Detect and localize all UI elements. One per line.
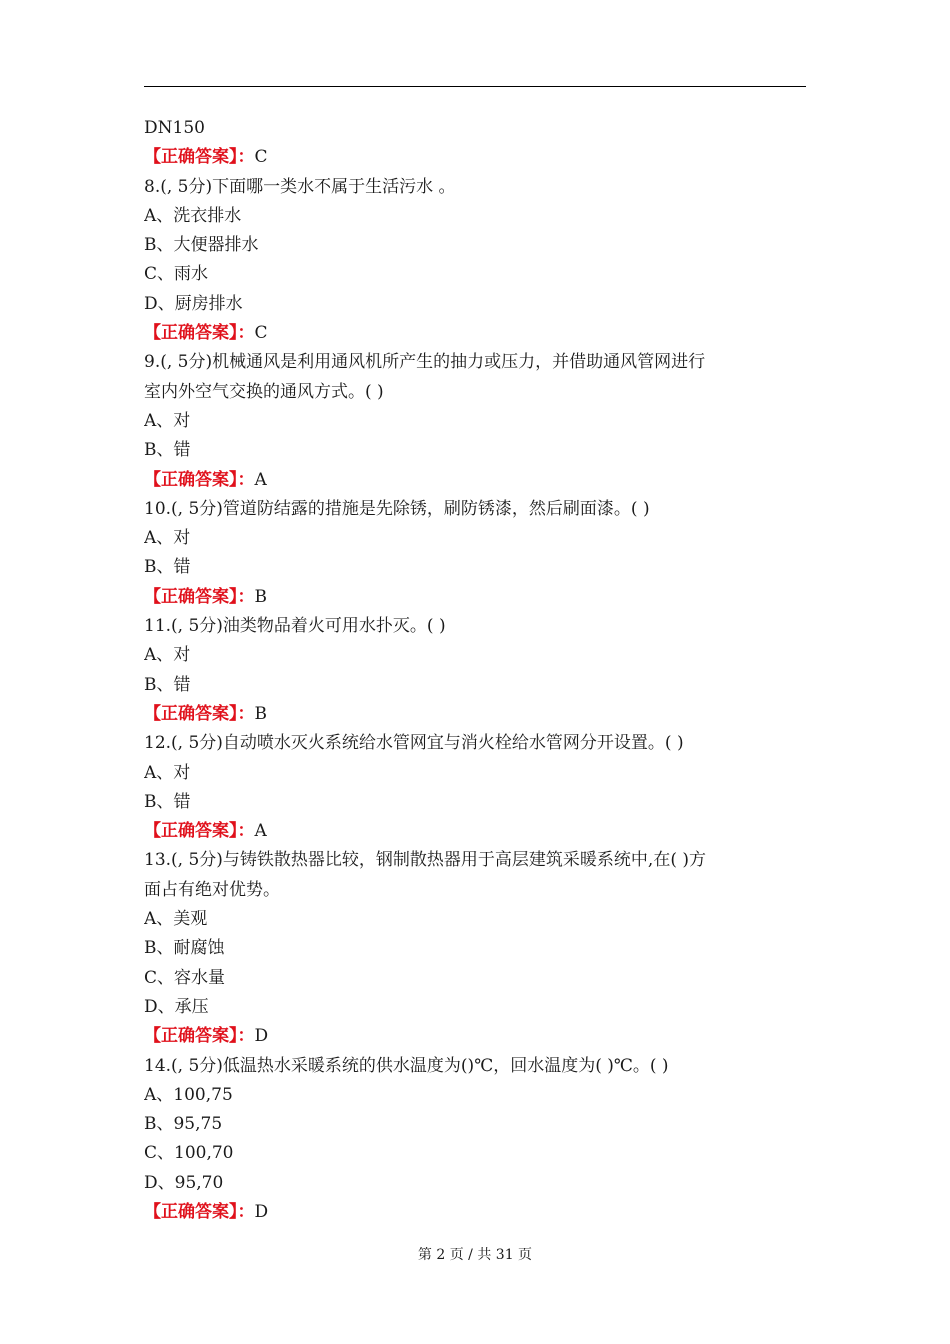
answer-option: B、耐腐蚀 xyxy=(144,938,225,959)
correct-answer-value: D xyxy=(254,1201,269,1222)
correct-answer-label: 【正确答案】： xyxy=(144,821,255,842)
answer-option: A、对 xyxy=(144,528,191,549)
correct-answer-line xyxy=(144,583,806,612)
correct-answer-line xyxy=(144,143,806,172)
correct-answer-line xyxy=(144,700,806,729)
question-text: 室内外空气交换的通风方式。( ) xyxy=(144,381,384,402)
answer-option: A、对 xyxy=(144,762,191,783)
correct-answer-label: 【正确答案】： xyxy=(144,1201,255,1222)
answer-option: A、洗衣排水 xyxy=(144,205,242,226)
question-text: 10.(, 5分)管道防结露的措施是先除锈，刷防锈漆，然后刷面漆。( ) xyxy=(144,498,650,519)
question-text: 8.(, 5分)下面哪一类水不属于生活污水 。 xyxy=(144,176,456,197)
answer-option: D、95,70 xyxy=(144,1172,224,1193)
question-text: 12.(, 5分)自动喷水灭火系统给水管网宜与消火栓给水管网分开设置。( ) xyxy=(144,733,684,754)
answer-option: A、美观 xyxy=(144,909,208,930)
page-footer: 第 2 页 / 共 31 页 xyxy=(417,1247,533,1263)
answer-option: B、错 xyxy=(144,440,191,461)
correct-answer-label: 【正确答案】： xyxy=(144,1026,255,1047)
header-rule xyxy=(144,86,806,87)
answer-option: B、95,75 xyxy=(144,1114,223,1135)
correct-answer-label: 【正确答案】： xyxy=(144,469,255,490)
answer-option: B、错 xyxy=(144,674,191,695)
answer-option: C、100,70 xyxy=(144,1143,234,1164)
correct-answer-label: 【正确答案】： xyxy=(144,586,255,607)
correct-answer-value: C xyxy=(254,323,268,344)
correct-answer-line xyxy=(144,319,806,348)
answer-option: B、大便器排水 xyxy=(144,235,259,256)
correct-answer-value: B xyxy=(254,586,267,607)
correct-answer-line xyxy=(144,1198,806,1227)
correct-answer-line xyxy=(144,466,806,495)
correct-answer-value: D xyxy=(254,1026,269,1047)
correct-answer-label: 【正确答案】： xyxy=(144,703,255,724)
question-text: 13.(, 5分)与铸铁散热器比较，钢制散热器用于高层建筑采暖系统中,在( )方 xyxy=(144,850,706,871)
correct-answer-value: A xyxy=(254,821,267,842)
correct-answer-line xyxy=(144,1022,806,1051)
question-text: 9.(, 5分)机械通风是利用通风机所产生的抽力或压力，并借助通风管网进行 xyxy=(144,352,706,373)
question-text: 11.(, 5分)油类物品着火可用水扑灭。( ) xyxy=(144,616,446,637)
question-text: 14.(, 5分)低温热水采暖系统的供水温度为()℃，回水温度为( )℃。( ) xyxy=(144,1055,669,1076)
answer-option: B、错 xyxy=(144,557,191,578)
answer-option: C、雨水 xyxy=(144,264,209,285)
header-fragment: DN150 xyxy=(144,118,205,138)
correct-answer-line xyxy=(144,817,806,846)
answer-option: A、对 xyxy=(144,410,191,431)
answer-option: A、100,75 xyxy=(144,1084,233,1105)
question-text: 面占有绝对优势。 xyxy=(144,879,280,900)
answer-option: D、厨房排水 xyxy=(144,293,243,314)
answer-option: D、承压 xyxy=(144,996,209,1017)
correct-answer-value: A xyxy=(254,469,267,490)
correct-answer-value: B xyxy=(254,703,267,724)
page-content xyxy=(144,114,806,1227)
answer-option: B、错 xyxy=(144,791,191,812)
correct-answer-label: 【正确答案】： xyxy=(144,147,255,168)
answer-option: C、容水量 xyxy=(144,967,226,988)
correct-answer-value: C xyxy=(254,147,268,168)
answer-option: A、对 xyxy=(144,645,191,666)
correct-answer-label: 【正确答案】： xyxy=(144,323,255,344)
